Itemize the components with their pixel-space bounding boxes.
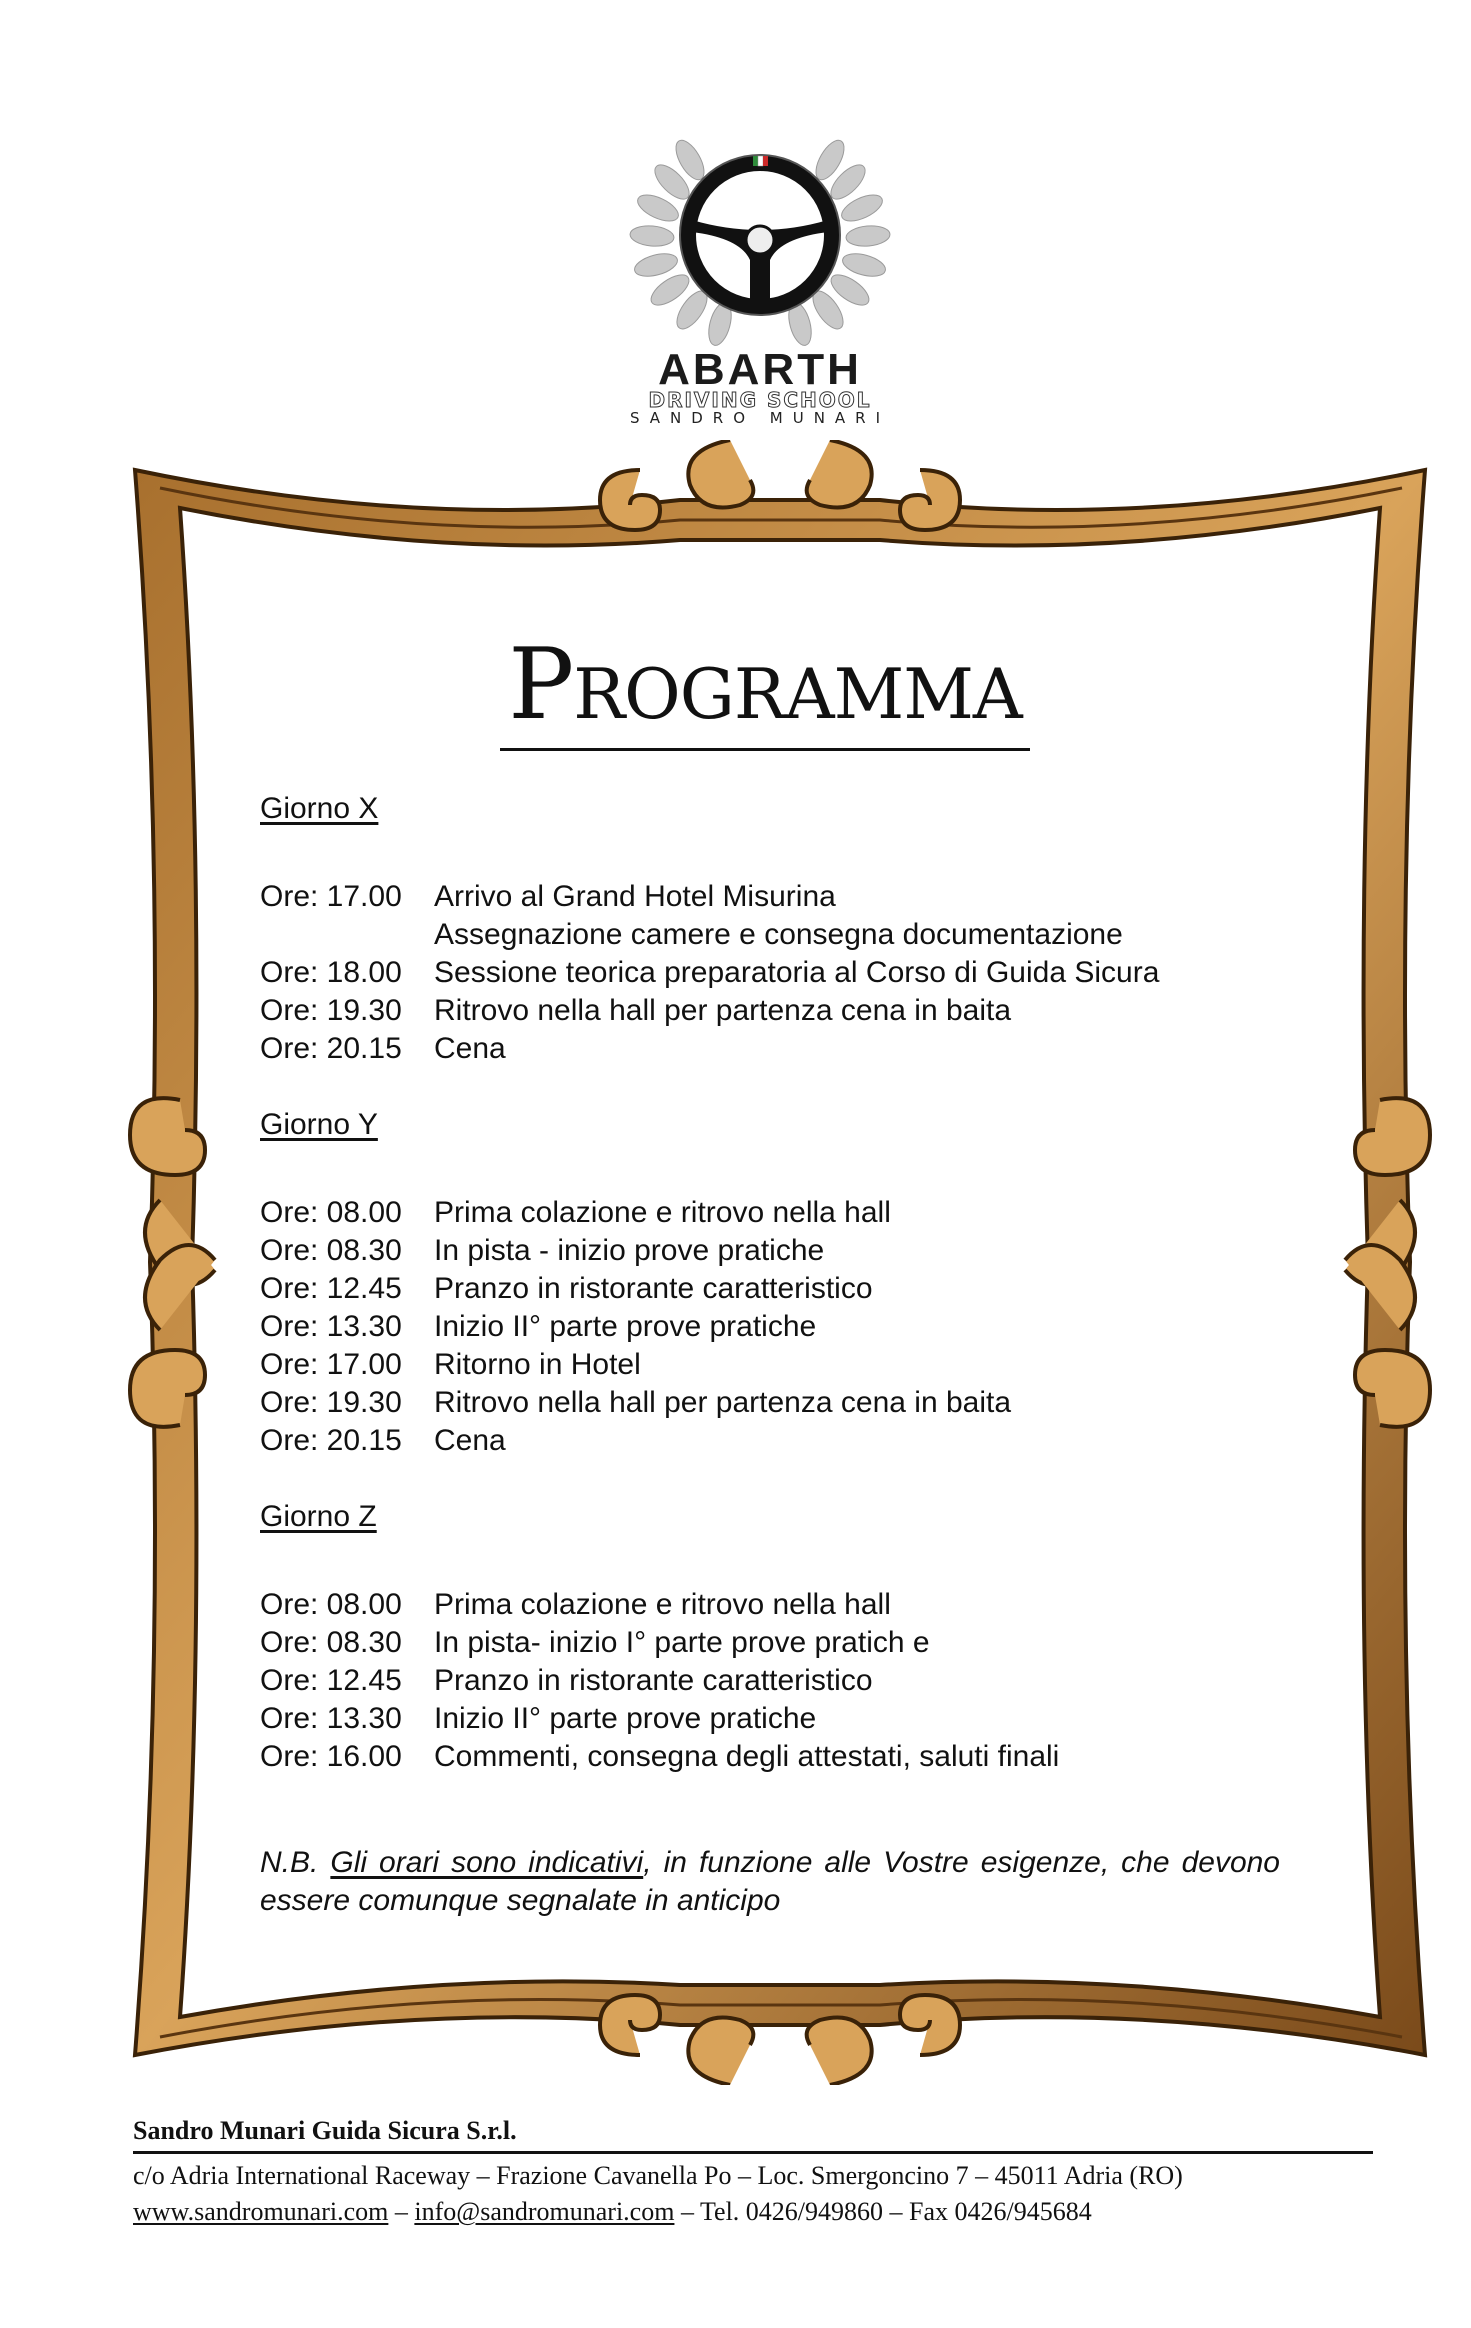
- schedule-row: [260, 992, 1011, 1030]
- website-link[interactable]: www.sandromunari.com: [133, 2197, 389, 2226]
- schedule-row: [260, 1232, 824, 1270]
- time: Ore: 12.45: [260, 1272, 402, 1305]
- schedule-row: [260, 916, 1123, 954]
- separator: –: [388, 2197, 415, 2226]
- activity: Prima colazione e ritrovo nella hall: [434, 1196, 891, 1229]
- schedule-row: [260, 1308, 816, 1346]
- company-contacts: [133, 2194, 1373, 2230]
- day-label: Giorno Y: [260, 1108, 378, 1141]
- time: Ore: 08.30: [260, 1234, 402, 1267]
- schedule-row: [260, 1662, 873, 1700]
- schedule-row: [260, 1384, 1011, 1422]
- schedule-row: [260, 954, 1159, 992]
- schedule-row: [260, 1422, 506, 1460]
- activity: Prima colazione e ritrovo nella hall: [434, 1588, 891, 1621]
- time: Ore: 20.15: [260, 1032, 402, 1065]
- activity: Ritorno in Hotel: [434, 1348, 641, 1381]
- time: Ore: 18.00: [260, 956, 402, 989]
- activity: Ritrovo nella hall per partenza cena in baita: [434, 1386, 1012, 1419]
- brand-name: ABARTH: [658, 345, 862, 394]
- activity: Cena: [434, 1424, 506, 1457]
- activity: Inizio II° parte prove pratiche: [434, 1702, 817, 1735]
- activity: Arrivo al Grand Hotel Misurina: [434, 880, 836, 913]
- day-label: Giorno X: [260, 792, 379, 825]
- time: Ore: 17.00: [260, 1348, 402, 1381]
- page-title: Programma: [500, 636, 1030, 751]
- footer-divider: [133, 2151, 1373, 2154]
- time: Ore: 13.30: [260, 1702, 402, 1735]
- time: Ore: 08.30: [260, 1626, 402, 1659]
- activity: Pranzo in ristorante caratteristico: [434, 1272, 873, 1305]
- time: Ore: 12.45: [260, 1664, 402, 1697]
- time: Ore: 20.15: [260, 1424, 402, 1457]
- email-link[interactable]: info@sandromunari.com: [414, 2197, 675, 2226]
- activity: Commenti, consegna degli attestati, saluti finali: [434, 1740, 1060, 1773]
- time: Ore: 16.00: [260, 1740, 402, 1773]
- note: [260, 1844, 1280, 1920]
- time: Ore: 13.30: [260, 1310, 402, 1343]
- schedule-row: [260, 1738, 1059, 1776]
- time: Ore: 19.30: [260, 994, 402, 1027]
- footer: [133, 2115, 1373, 2230]
- schedule-row: [260, 1030, 506, 1068]
- logo: [620, 120, 900, 427]
- schedule-row: [260, 1586, 891, 1624]
- phone-fax: – Tel. 0426/949860 – Fax 0426/945684: [674, 2197, 1092, 2226]
- company-name: Sandro Munari Guida Sicura S.r.l.: [133, 2116, 517, 2145]
- activity: Cena: [434, 1032, 506, 1065]
- time: Ore: 08.00: [260, 1588, 402, 1621]
- schedule-row: [260, 1624, 930, 1662]
- company-address: c/o Adria International Raceway – Frazione Cavanella Po – Loc. Smergoncino 7 – 45011 Adria (RO): [133, 2161, 1183, 2190]
- note-underlined: Gli orari sono indicativi: [330, 1846, 644, 1879]
- activity: Assegnazione camere e consegna documentazione: [434, 918, 1123, 951]
- brand-subtitle: DRIVING SCHOOL: [648, 388, 872, 412]
- note-prefix: N.B.: [260, 1846, 331, 1879]
- activity: Pranzo in ristorante caratteristico: [434, 1664, 873, 1697]
- time: Ore: 17.00: [260, 880, 402, 913]
- note-text: , in funzione alle Vostre esigenze, che devono essere comunque segnalate in anticipo: [260, 1846, 1280, 1917]
- activity: In pista - inizio prove pratiche: [434, 1234, 825, 1267]
- activity: Inizio II° parte prove pratiche: [434, 1310, 817, 1343]
- time: Ore: 19.30: [260, 1386, 402, 1419]
- schedule-row: [260, 1270, 873, 1308]
- schedule-row: [260, 1194, 891, 1232]
- activity: In pista- inizio I° parte prove pratich e: [434, 1626, 930, 1659]
- schedule-row: [260, 1346, 641, 1384]
- schedule-row: [260, 878, 836, 916]
- activity: Sessione teorica preparatoria al Corso di Guida Sicura: [434, 956, 1160, 989]
- schedule-row: [260, 1700, 816, 1738]
- day-label: Giorno Z: [260, 1500, 377, 1533]
- brand-owner: SANDRO MUNARI: [629, 409, 891, 427]
- activity: Ritrovo nella hall per partenza cena in baita: [434, 994, 1012, 1027]
- time: Ore: 08.00: [260, 1196, 402, 1229]
- steering-wheel-laurel-icon: [620, 120, 900, 350]
